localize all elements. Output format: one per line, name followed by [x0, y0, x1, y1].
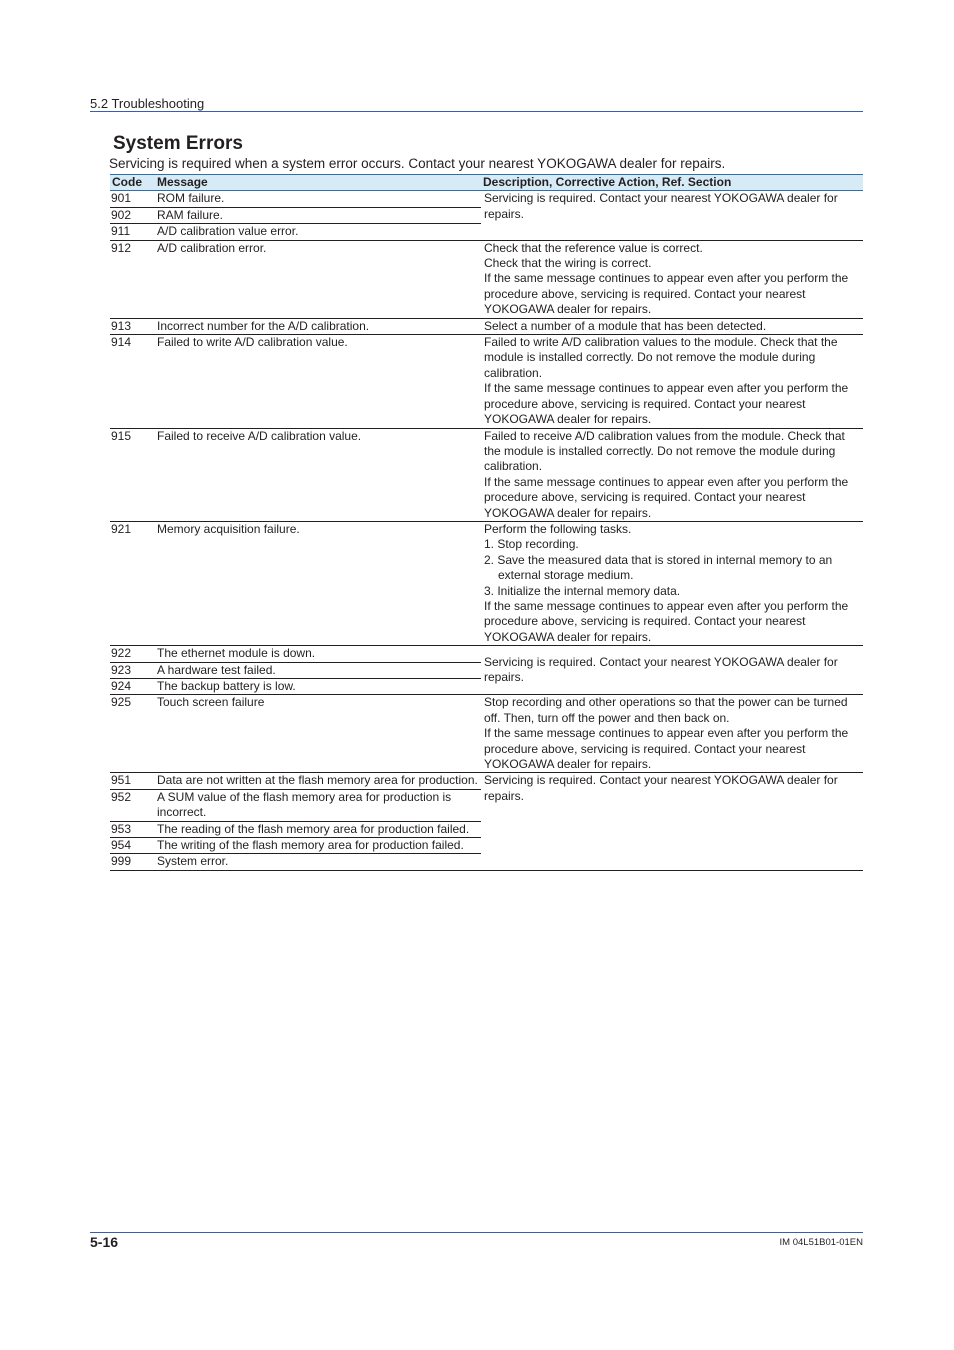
error-message: A/D calibration error. [155, 240, 481, 318]
description-text: Check that the reference value is correct. [484, 240, 703, 255]
description-text: If the same message continues to appear even after you perform the procedure above, servicing is required. Contact your nearest YOKOGAWA dealer for repairs. [484, 474, 849, 520]
error-description [481, 318, 863, 334]
error-message: The backup battery is low. [155, 679, 481, 695]
description-text: Failed to write A/D calibration values to the module. Check that the module is installed correctly. Do not remove the module during calibration. [484, 335, 838, 380]
error-description [481, 773, 863, 870]
section-header: 5.2 Troubleshooting [90, 96, 205, 111]
table-row [110, 428, 863, 521]
table-header-row [110, 175, 863, 191]
description-text: If the same message continues to appear even after you perform the procedure above, servicing is required. Contact your nearest YOKOGAWA dealer for repairs. [484, 271, 849, 317]
error-code: 913 [110, 318, 155, 334]
page-number: 5-16 [90, 1234, 119, 1250]
error-code: 951 [110, 773, 155, 789]
table-row [110, 521, 863, 645]
table-row [110, 646, 863, 662]
error-code: 914 [110, 335, 155, 428]
description-text: If the same message continues to appear even after you perform the procedure above, servicing is required. Contact your nearest YOKOGAWA dealer for repairs. [484, 598, 849, 644]
error-code: 953 [110, 821, 155, 837]
error-message: Failed to receive A/D calibration value. [155, 428, 481, 521]
description-text: Servicing is required. Contact your nearest YOKOGAWA dealer for repairs. [484, 191, 838, 221]
description-text: 2. Save the measured data that is stored in internal memory to an [484, 552, 833, 567]
description-text: Stop recording and other operations so that the power can be turned off. Then, turn off the power and then back on. [484, 695, 848, 725]
error-description [481, 240, 863, 318]
error-message: Incorrect number for the A/D calibration. [155, 318, 481, 334]
error-message: A/D calibration value error. [155, 224, 481, 240]
error-code: 902 [110, 207, 155, 223]
table-row [110, 695, 863, 773]
error-message: Failed to write A/D calibration value. [155, 335, 481, 428]
error-code: 915 [110, 428, 155, 521]
error-code: 954 [110, 838, 155, 854]
error-message: A hardware test failed. [155, 662, 481, 678]
description-text: Perform the following tasks. [484, 521, 632, 536]
error-code: 952 [110, 789, 155, 821]
footer-rule [90, 1232, 863, 1233]
header-code: Code [112, 175, 142, 189]
error-code: 901 [110, 191, 155, 207]
description-text: Select a number of a module that has been detected. [484, 318, 767, 333]
error-description [481, 428, 863, 521]
error-code: 923 [110, 662, 155, 678]
error-message: RAM failure. [155, 207, 481, 223]
error-code: 922 [110, 646, 155, 662]
description-text: If the same message continues to appear even after you perform the procedure above, servicing is required. Contact your nearest YOKOGAWA dealer for repairs. [484, 726, 849, 772]
table-row [110, 335, 863, 428]
error-message: Touch screen failure [155, 695, 481, 773]
intro-text: Servicing is required when a system error occurs. Contact your nearest YOKOGAWA dealer for repairs. [109, 156, 726, 171]
description-text: external storage medium. [498, 568, 634, 583]
table-row [110, 240, 863, 318]
description-text: 3. Initialize the internal memory data. [484, 583, 681, 598]
header-rule [90, 111, 863, 112]
error-code: 921 [110, 521, 155, 645]
description-text: Servicing is required. Contact your nearest YOKOGAWA dealer for repairs. [484, 654, 838, 685]
description-text: Failed to receive A/D calibration values from the module. Check that the module is installed correctly. Do not remove the module during calibration. [484, 428, 845, 474]
error-description [481, 646, 863, 695]
document-id: IM 04L51B01-01EN [779, 1237, 863, 1248]
error-message: System error. [155, 854, 481, 870]
header-code-message [110, 175, 481, 191]
system-errors-table [110, 174, 863, 871]
error-message: The reading of the flash memory area for production failed. [155, 821, 481, 837]
table-row [110, 773, 863, 789]
error-description [481, 335, 863, 428]
error-message: A SUM value of the flash memory area for production is incorrect. [155, 789, 481, 821]
error-code: 911 [110, 224, 155, 240]
error-description [481, 695, 863, 773]
header-message: Message [157, 175, 208, 189]
page-title: System Errors [113, 133, 243, 154]
table-row [110, 191, 863, 207]
error-code: 925 [110, 695, 155, 773]
header-description: Description, Corrective Action, Ref. Section [481, 175, 863, 191]
error-message: The writing of the flash memory area for production failed. [155, 838, 481, 854]
error-description [481, 521, 863, 645]
description-text: 1. Stop recording. [484, 537, 579, 552]
description-text: Servicing is required. Contact your nearest YOKOGAWA dealer for repairs. [484, 773, 838, 803]
error-message: Memory acquisition failure. [155, 521, 481, 645]
error-message: ROM failure. [155, 191, 481, 207]
error-code: 999 [110, 854, 155, 870]
error-message: Data are not written at the flash memory area for production. [155, 773, 481, 789]
table-row [110, 318, 863, 334]
error-code: 924 [110, 679, 155, 695]
error-code: 912 [110, 240, 155, 318]
description-text: Check that the wiring is correct. [484, 256, 652, 271]
description-text: If the same message continues to appear even after you perform the procedure above, servicing is required. Contact your nearest YOKOGAWA dealer for repairs. [484, 381, 849, 427]
error-message: The ethernet module is down. [155, 646, 481, 662]
error-description [481, 191, 863, 240]
